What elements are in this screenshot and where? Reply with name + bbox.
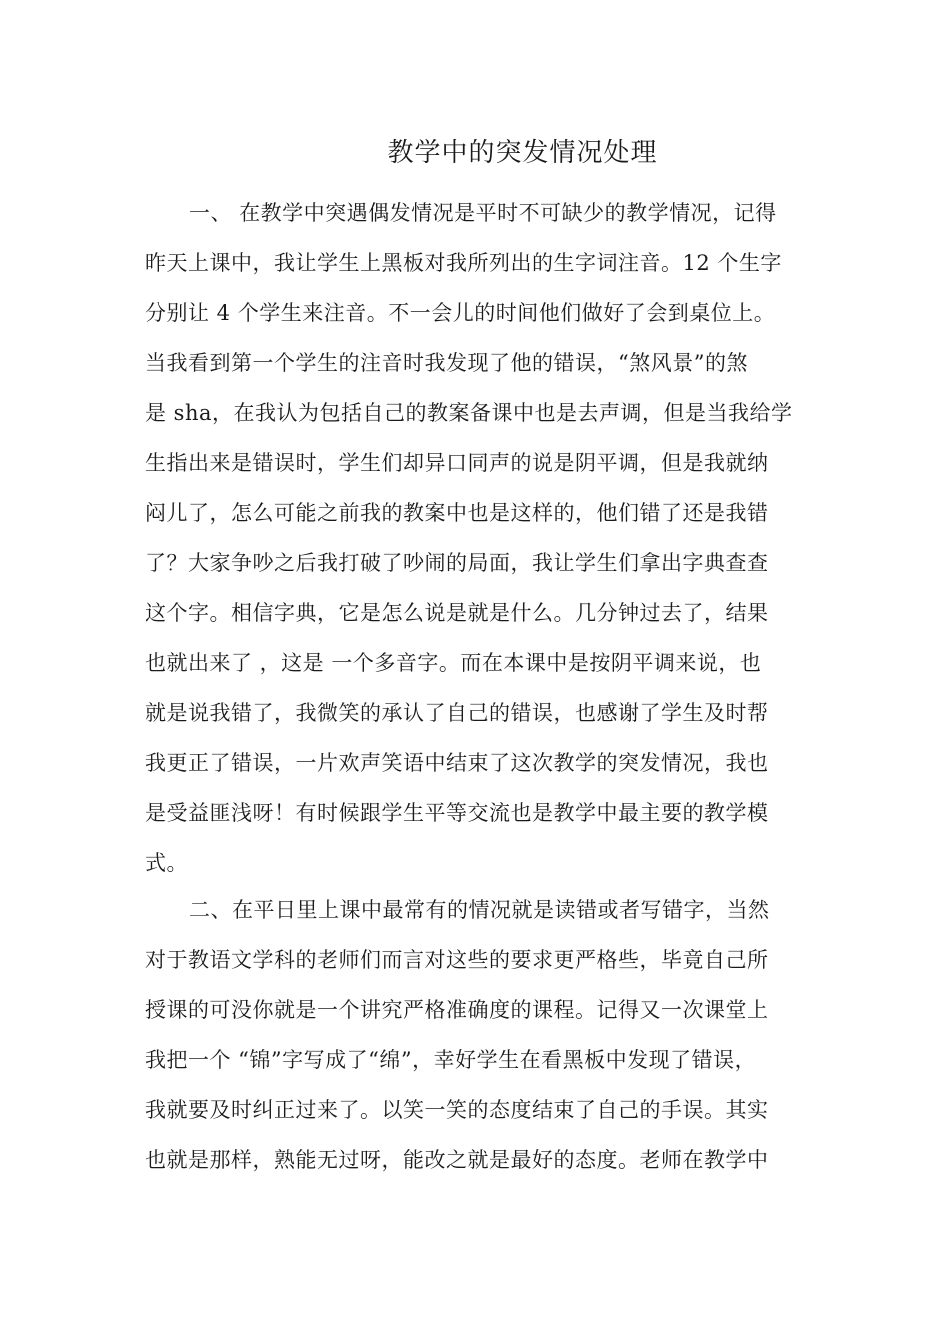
paragraph-1 — [145, 188, 825, 888]
text-line: 生指出来是错误时，学生们却异口同声的说是阴平调，但是我就纳 — [145, 451, 769, 475]
text-line: 我就要及时纠正过来了。以笑一笑的态度结束了自己的手误。其实 — [145, 1098, 769, 1122]
text-line: 闷儿了，怎么可能之前我的教案中也是这样的，他们错了还是我错 — [145, 501, 769, 525]
text-line: 当我看到第一个学生的注音时我发现了他的错误，“煞风景”的煞 — [145, 351, 748, 375]
text-line: 也就是那样，熟能无过呀，能改之就是最好的态度。老师在教学中 — [145, 1148, 769, 1172]
text-line: 一、 在教学中突遇偶发情况是平时不可缺少的教学情况，记得 — [189, 201, 777, 225]
text-line: 对于教语文学科的老师们而言对这些的要求更严格些，毕竟自己所 — [145, 948, 769, 972]
text-line: 昨天上课中，我让学生上黑板对我所列出的生字词注音。12 个生字 — [145, 251, 782, 275]
text-line: 分别让 4 个学生来注音。不一会儿的时间他们做好了会到桌位上。 — [145, 301, 776, 325]
text-line: 是受益匪浅呀！有时候跟学生平等交流也是教学中最主要的教学模 — [145, 801, 769, 825]
text-line: 就是说我错了，我微笑的承认了自己的错误，也感谢了学生及时帮 — [145, 701, 769, 725]
text-line: 式。 — [145, 851, 188, 875]
text-line: 是 sha，在我认为包括自己的教案备课中也是去声调，但是当我给学 — [145, 401, 793, 425]
paragraph-2 — [145, 885, 825, 1185]
text-line: 了？大家争吵之后我打破了吵闹的局面，我让学生们拿出字典查查 — [145, 551, 769, 575]
text-line: 我把一个 “锦”字写成了“绵”，幸好学生在看黑板中发现了错误， — [145, 1048, 757, 1072]
document-title: 教学中的突发情况处理 — [387, 138, 658, 168]
text-line: 也就出来了 ，这是 一个多音字。而在本课中是按阴平调来说，也 — [145, 651, 762, 675]
text-line: 授课的可没你就是一个讲究严格准确度的课程。记得又一次课堂上 — [145, 998, 769, 1022]
text-line: 二、在平日里上课中最常有的情况就是读错或者写错字，当然 — [189, 898, 770, 922]
text-line: 我更正了错误，一片欢声笑语中结束了这次教学的突发情况，我也 — [145, 751, 769, 775]
text-line: 这个字。相信字典，它是怎么说是就是什么。几分钟过去了，结果 — [145, 601, 769, 625]
